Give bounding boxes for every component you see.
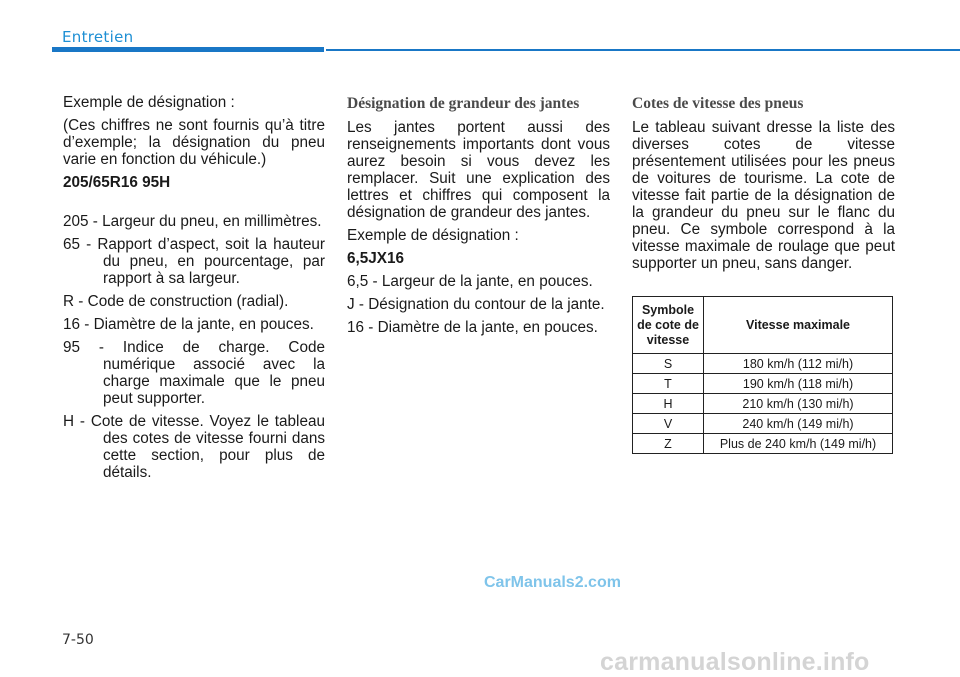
rim-paragraph: Les jantes portent aussi des renseignements importants dont vous aurez besoin si vous devez les remplacer. Suit une explication des lettres et chiffres qui composent la désignation de grandeur des jantes.: [347, 119, 610, 221]
example-note: (Ces chiffres ne sont fournis qu’à titre d’exemple; la désignation du pneu varie en fonction du véhicule.): [63, 117, 325, 168]
speed-rating-table: [632, 296, 893, 454]
column-header-speed: Vitesse maximale: [704, 297, 893, 354]
column-header-symbol: Symbole de cote de vitesse: [633, 297, 704, 354]
table-cell: T: [633, 374, 704, 394]
table-cell: Z: [633, 434, 704, 454]
list-item: 95 - Indice de charge. Code numérique associé avec la charge maximale que le pneu peut supporter.: [63, 339, 325, 407]
example-code: 205/65R16 95H: [63, 174, 171, 191]
list-item: R - Code de construction (radial).: [63, 293, 289, 310]
table-row: [633, 374, 893, 394]
list-item: 6,5 - Largeur de la jante, en pouces.: [347, 273, 593, 290]
section-title: Entretien: [62, 28, 134, 46]
footer-site-watermark: carmanualsonline.info: [600, 648, 870, 676]
table-cell: 210 km/h (130 mi/h): [704, 394, 893, 414]
table-cell: 180 km/h (112 mi/h): [704, 354, 893, 374]
list-item: J - Désignation du contour de la jante.: [347, 296, 605, 313]
watermark-link[interactable]: CarManuals2.com: [484, 574, 621, 591]
table-cell: 190 km/h (118 mi/h): [704, 374, 893, 394]
example-intro: Exemple de désignation :: [63, 94, 235, 111]
column-rim-designation: [347, 95, 610, 342]
table-row: [633, 394, 893, 414]
table-header-row: [633, 297, 893, 354]
rim-heading: Désignation de grandeur des jantes: [347, 95, 580, 112]
table-cell: H: [633, 394, 704, 414]
table-cell: Plus de 240 km/h (149 mi/h): [704, 434, 893, 454]
list-item: 16 - Diamètre de la jante, en pouces.: [63, 316, 314, 333]
table-cell: V: [633, 414, 704, 434]
table-cell: 240 km/h (149 mi/h): [704, 414, 893, 434]
speed-paragraph: Le tableau suivant dresse la liste des diverses cotes de vitesse présentement utilisées pour les pneus de voitures de tourisme. La cote de vitesse fait partie de la désignation de la grandeur du pneu sur le flanc du pneu. Ce symbole correspond à la vitesse maximale de roulage que peut supporter un pneu, sans danger.: [632, 119, 895, 272]
rim-example-intro: Exemple de désignation :: [347, 227, 519, 244]
list-item: 65 - Rapport d’aspect, soit la hauteur du pneu, en pourcentage, par rapport à sa largeur.: [63, 236, 325, 287]
header-rule-thin: [326, 49, 960, 51]
header-rule-thick: [52, 47, 324, 52]
rim-example-code: 6,5JX16: [347, 250, 404, 267]
page-number: 7-50: [62, 632, 94, 648]
list-item: H - Cote de vitesse. Voyez le tableau des cotes de vitesse fourni dans cette section, pour plus de détails.: [63, 413, 325, 481]
list-item: 16 - Diamètre de la jante, en pouces.: [347, 319, 598, 336]
table-cell: S: [633, 354, 704, 374]
column-tire-designation: [63, 94, 325, 487]
table-row: [633, 354, 893, 374]
table-row: [633, 414, 893, 434]
column-speed-ratings: [632, 95, 895, 278]
speed-heading: Cotes de vitesse des pneus: [632, 95, 804, 112]
list-item: 205 - Largeur du pneu, en millimètres.: [63, 213, 322, 230]
table-row: [633, 434, 893, 454]
